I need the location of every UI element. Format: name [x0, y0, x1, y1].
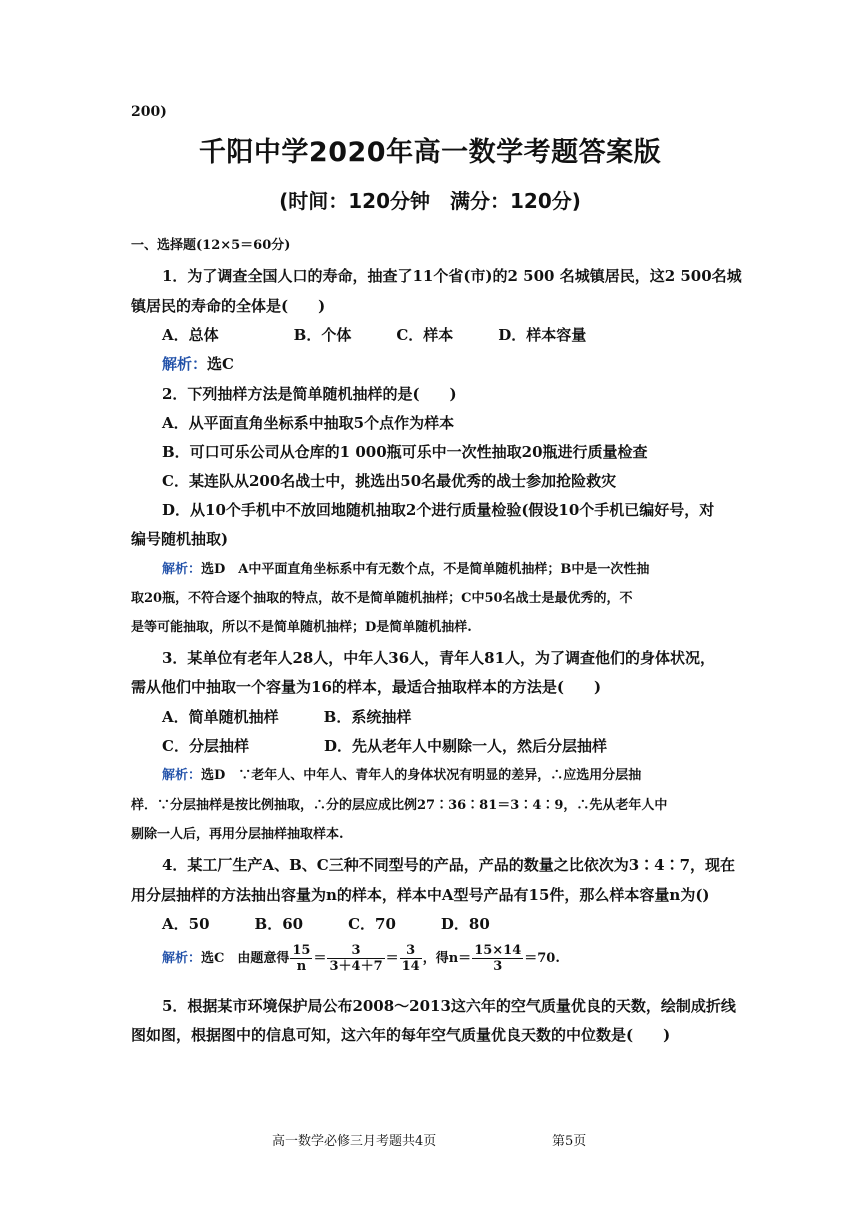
q2-option-d-2: 编号随机抽取) [131, 530, 229, 548]
footer-left: 高一数学必修三月考题共4页 [272, 1134, 437, 1149]
answer-text: 选D ∵老年人、中年人、青年人的身体状况有明显的差异，∴应选用分层抽 [201, 768, 642, 783]
fraction-1: $\frac{15}{n}$ [292, 943, 311, 974]
fraction-2: $\frac{3}{3+4+7}$ [329, 943, 383, 974]
q5-line-2: 图如图，根据图中的信息可知，这六年的每年空气质量优良天数的中位数是( ) [131, 1026, 671, 1044]
q1-options: A．总体 B．个体 C．样本 D．样本容量 [162, 326, 587, 344]
page-title: 千阳中学2020年高一数学考题答案版 [198, 137, 662, 168]
q3-options-cd: C．分层抽样 D．先从老年人中剔除一人，然后分层抽样 [162, 737, 607, 755]
answer-label: 解析： [162, 951, 202, 966]
page-subtitle: (时间：120分钟 满分：120分) [279, 189, 581, 213]
q2-option-a: A．从平面直角坐标系中抽取5个点作为样本 [162, 414, 455, 432]
q3-answer-3: 剔除一人后，再用分层抽样抽取样本. [131, 827, 344, 842]
q2-answer-1 [162, 560, 732, 580]
q2-answer-3: 是等可能抽取，所以不是简单随机抽样；D是简单随机抽样. [131, 620, 472, 635]
q1-line-2: 镇居民的寿命的全体是( ) [131, 297, 326, 315]
answer-label: 解析： [162, 355, 208, 373]
answer-label: 解析： [162, 768, 202, 783]
q2-answer-2: 取20瓶，不符合逐个抽取的特点，故不是简单随机抽样；C中50名战士是最优秀的，不 [131, 591, 633, 606]
q2-line-1: 2．下列抽样方法是简单随机抽样的是( ) [162, 385, 457, 403]
q3-line-2: 需从他们中抽取一个容量为16的样本，最适合抽取样本的方法是( ) [131, 678, 602, 696]
q4-answer: 解析：选C 由题意得 $\frac{15}{n}$ ＝ $\frac{3}{3+4+7}$ ＝ $\frac{3}{14}$ ，得n＝ $\frac{15\times 14}{3}$ ＝70. [162, 943, 560, 974]
fraction-4: $\frac{15\times 14}{3}$ [474, 943, 522, 974]
q5-line-1: 5．根据某市环境保护局公布2008～2013这六年的空气质量优良的天数，绘制成折线 [162, 997, 736, 1015]
answer-text: 选D A中平面直角坐标系中有无数个点，不是简单随机抽样；B中是一次性抽 [201, 562, 650, 577]
answer-label: 解析： [162, 562, 202, 577]
q3-answer-2: 样．∵分层抽样是按比例抽取，∴分的层应成比例27∶36∶81＝3∶4∶9，∴先从老年人中 [131, 798, 668, 813]
q1-line-1: 1．为了调查全国人口的寿命，抽查了11个省(市)的2 500 名城镇居民，这2 500名城 [162, 267, 742, 285]
q3-options-ab: A．简单随机抽样 B．系统抽样 [162, 708, 412, 726]
q3-answer-1 [162, 766, 732, 786]
section-heading: 一、选择题(12×5＝60分) [131, 238, 291, 253]
corner-text: 200) [131, 104, 167, 120]
q2-option-b: B．可口可乐公司从仓库的1 000瓶可乐中一次性抽取20瓶进行质量检查 [162, 443, 648, 461]
q2-option-c: C．某连队从200名战士中，挑选出50名最优秀的战士参加抢险救灾 [162, 472, 617, 490]
q4-line-2: 用分层抽样的方法抽出容量为n的样本，样本中A型号产品有15件，那么样本容量n为() [131, 886, 710, 904]
q2-option-d-1: D．从10个手机中不放回地随机抽取2个进行质量检验(假设10个手机已编好号，对 [162, 501, 715, 519]
q3-line-1: 3．某单位有老年人28人，中年人36人，青年人81人，为了调查他们的身体状况， [162, 649, 716, 667]
answer-text: 选C [207, 355, 234, 373]
fraction-3: $\frac{3}{14}$ [401, 943, 420, 974]
q4-line-1: 4．某工厂生产A、B、C三种不同型号的产品，产品的数量之比依次为3∶4∶7，现在 [162, 856, 736, 874]
q4-options: A．50 B．60 C．70 D．80 [162, 915, 490, 933]
footer-page-number: 第5页 [552, 1134, 587, 1149]
answer-text: 选C 由题意得 [201, 951, 290, 966]
q1-answer [162, 354, 732, 374]
